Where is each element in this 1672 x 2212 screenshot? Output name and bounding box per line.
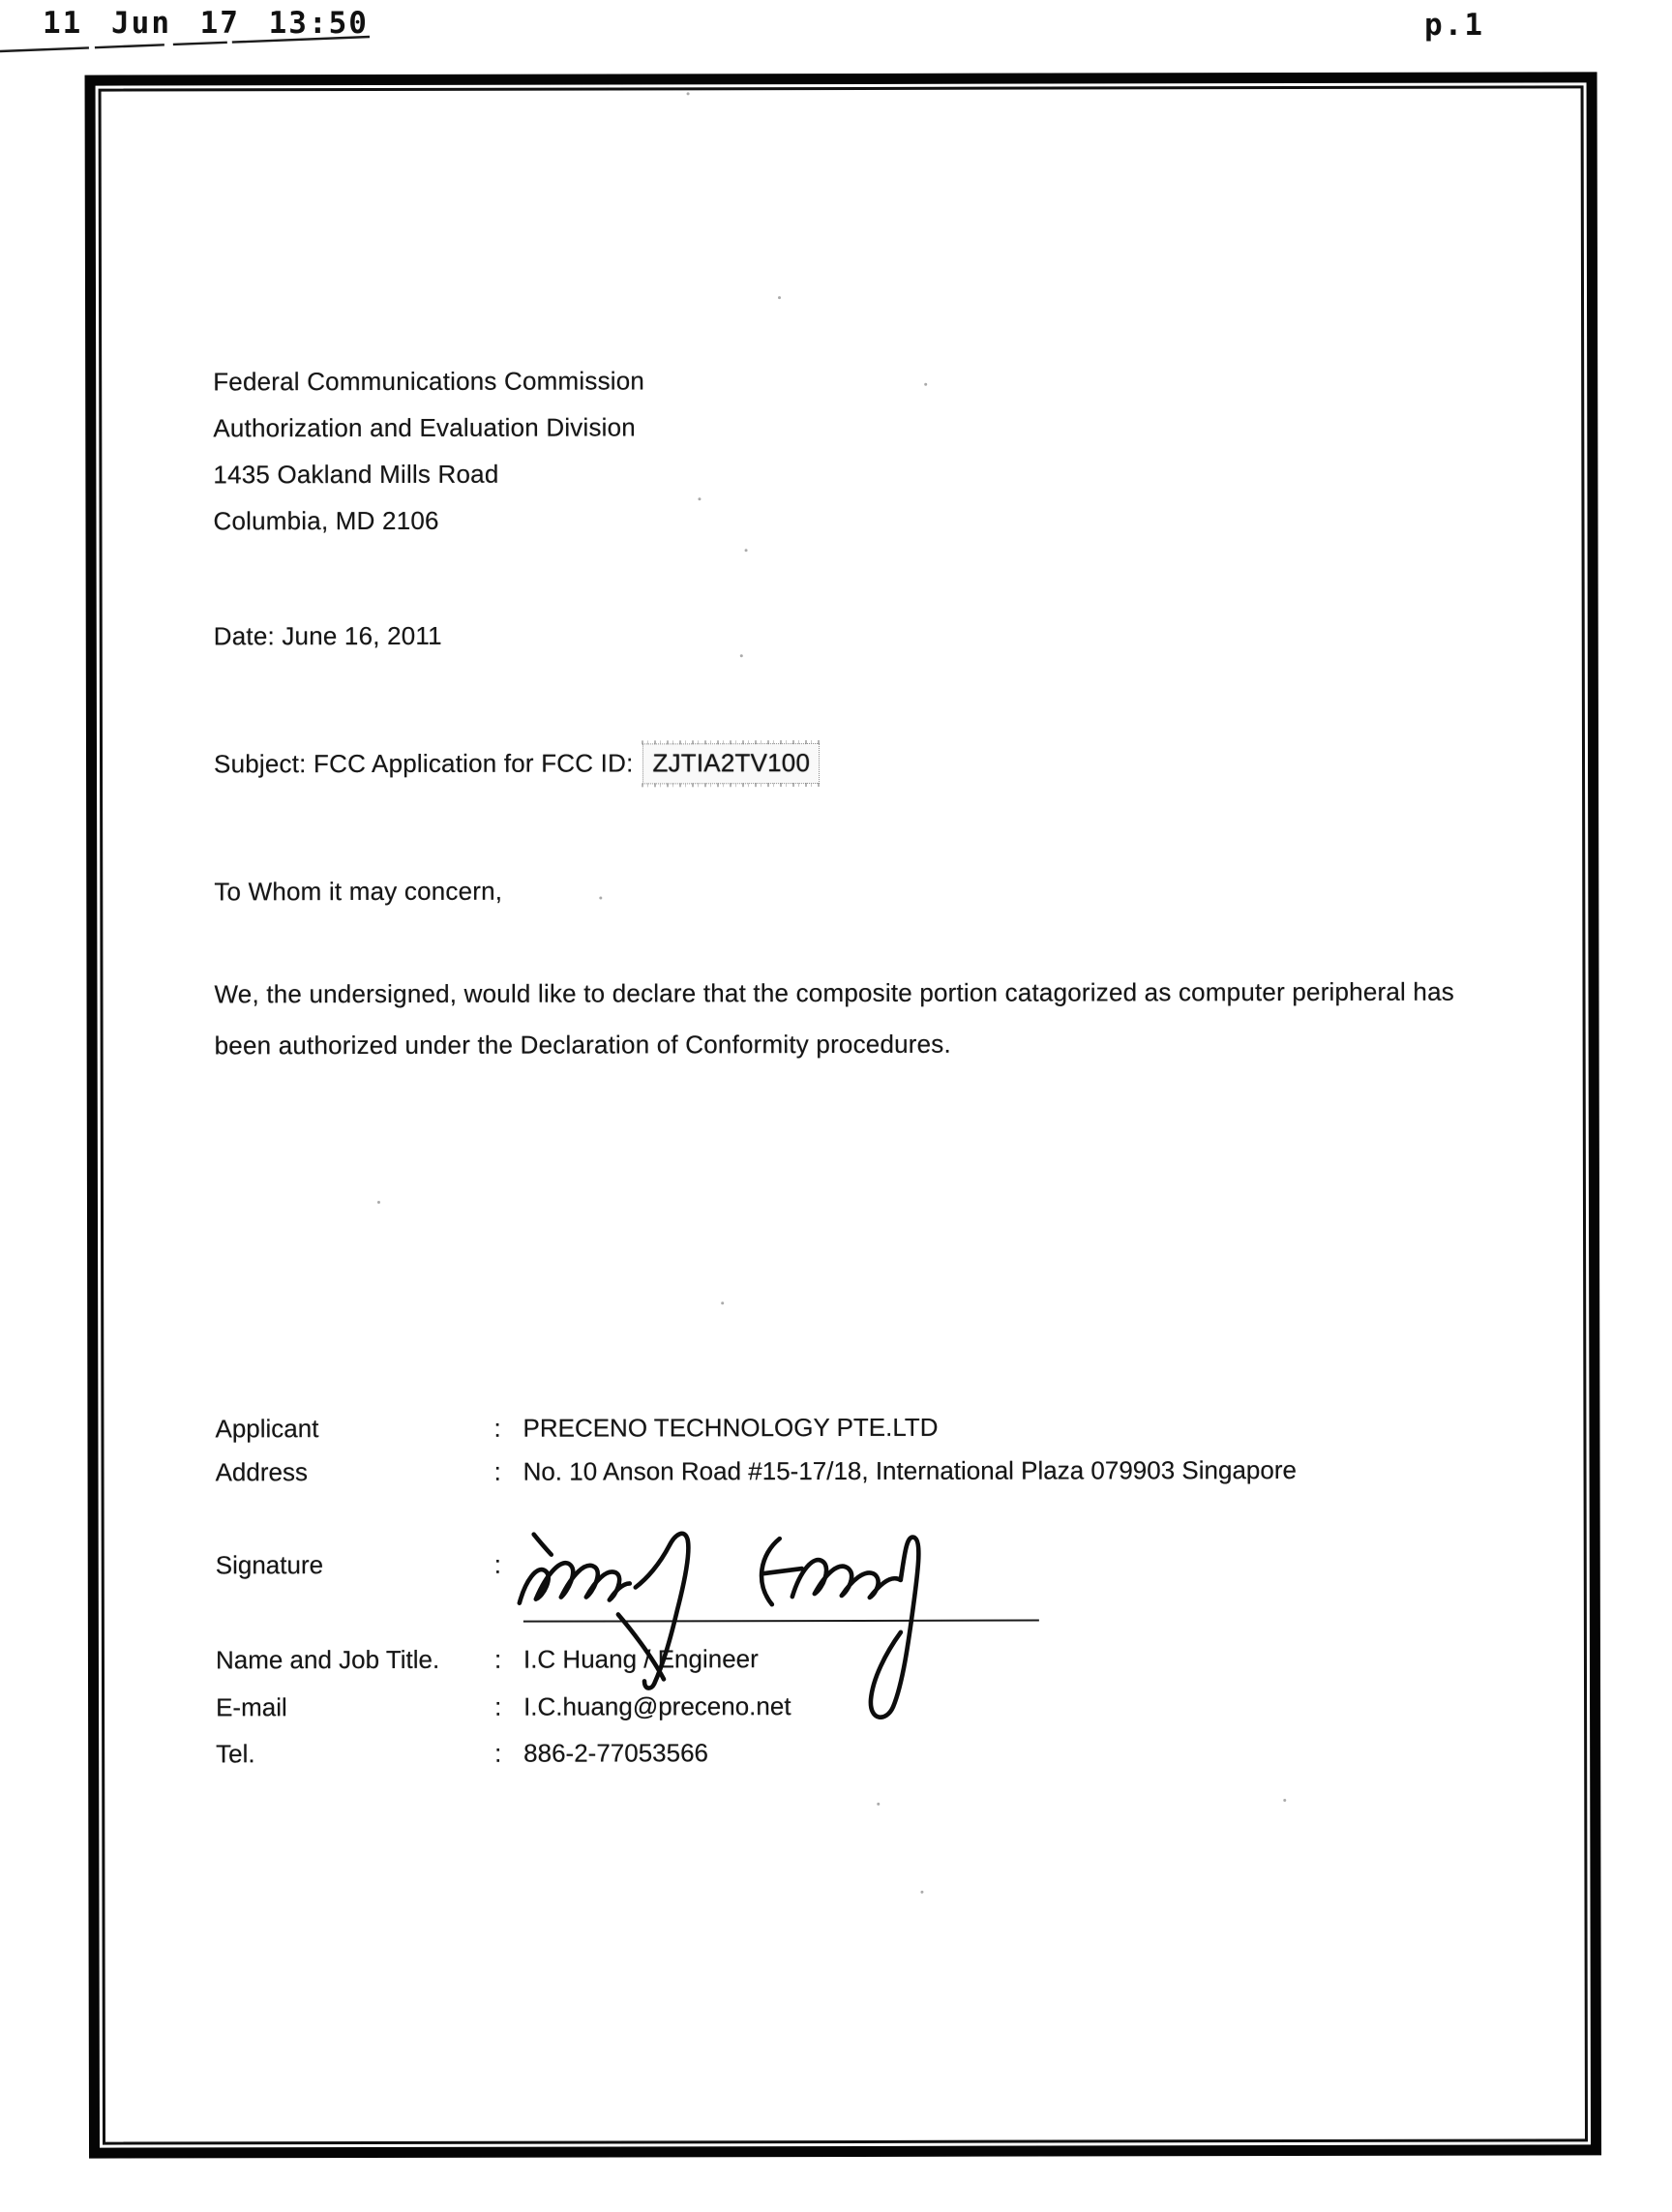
scan-speck: [877, 1803, 880, 1806]
field-label: Applicant: [215, 1413, 493, 1445]
field-colon: :: [494, 1738, 523, 1769]
scan-speck: [1283, 1799, 1286, 1802]
handwritten-signature: [512, 1498, 1064, 1741]
field-label: Tel.: [216, 1738, 494, 1770]
scan-speck: [599, 897, 602, 900]
field-colon: :: [494, 1691, 523, 1722]
field-row-signature: [216, 1549, 523, 1581]
body-line: We, the undersigned, would like to declare that the composite portion catagorized as computer peripheral has: [214, 976, 1453, 1010]
field-colon: :: [494, 1549, 523, 1580]
field-label: Address: [216, 1456, 494, 1488]
field-label: E-mail: [216, 1691, 494, 1723]
scan-speck: [687, 92, 690, 95]
body-line: been authorized under the Declaration of Conformity procedures.: [215, 1028, 1454, 1061]
field-label: Name and Job Title.: [216, 1644, 494, 1676]
subject-prefix: Subject: FCC Application for FCC ID:: [214, 748, 634, 778]
recipient-line: Authorization and Evaluation Division: [213, 411, 644, 443]
body-paragraph: [214, 976, 1454, 1082]
scan-speck: [745, 549, 748, 552]
field-value: I.C Huang / Engineer: [523, 1644, 759, 1674]
scan-speck: [721, 1301, 724, 1304]
recipient-line: Federal Communications Commission: [213, 365, 644, 397]
field-row-tel: [216, 1737, 708, 1769]
subject-line: [214, 743, 820, 785]
field-value: I.C.huang@preceno.net: [523, 1691, 791, 1721]
recipient-address-block: [213, 365, 644, 552]
field-value: No. 10 Anson Road #15-17/18, International Plaza 079903 Singapore: [523, 1455, 1297, 1486]
recipient-line: Columbia, MD 2106: [213, 504, 644, 536]
field-colon: :: [494, 1456, 523, 1487]
field-row-applicant: [215, 1412, 938, 1445]
scan-speck: [924, 383, 927, 386]
date-line: Date: June 16, 2011: [214, 620, 442, 651]
scan-speck: [778, 296, 781, 299]
fax-timestamp: 11 Jun 17 13:50: [43, 6, 369, 41]
scan-speck: [920, 1891, 923, 1894]
fax-page-number: p.1: [1424, 8, 1484, 43]
field-value: PRECENO TECHNOLOGY PTE.LTD: [522, 1413, 938, 1443]
scan-speck: [740, 654, 743, 657]
fcc-id-value: ZJTIA2TV100: [642, 743, 820, 784]
salutation: To Whom it may concern,: [214, 876, 502, 908]
field-value: 886-2-77053566: [523, 1738, 708, 1767]
recipient-line: 1435 Oakland Mills Road: [213, 458, 644, 490]
field-label: Signature: [216, 1549, 494, 1581]
field-colon: :: [494, 1644, 523, 1675]
field-row-address: [216, 1454, 1297, 1487]
scan-speck: [377, 1201, 380, 1204]
scan-speck: [698, 497, 701, 500]
field-colon: :: [493, 1413, 522, 1444]
